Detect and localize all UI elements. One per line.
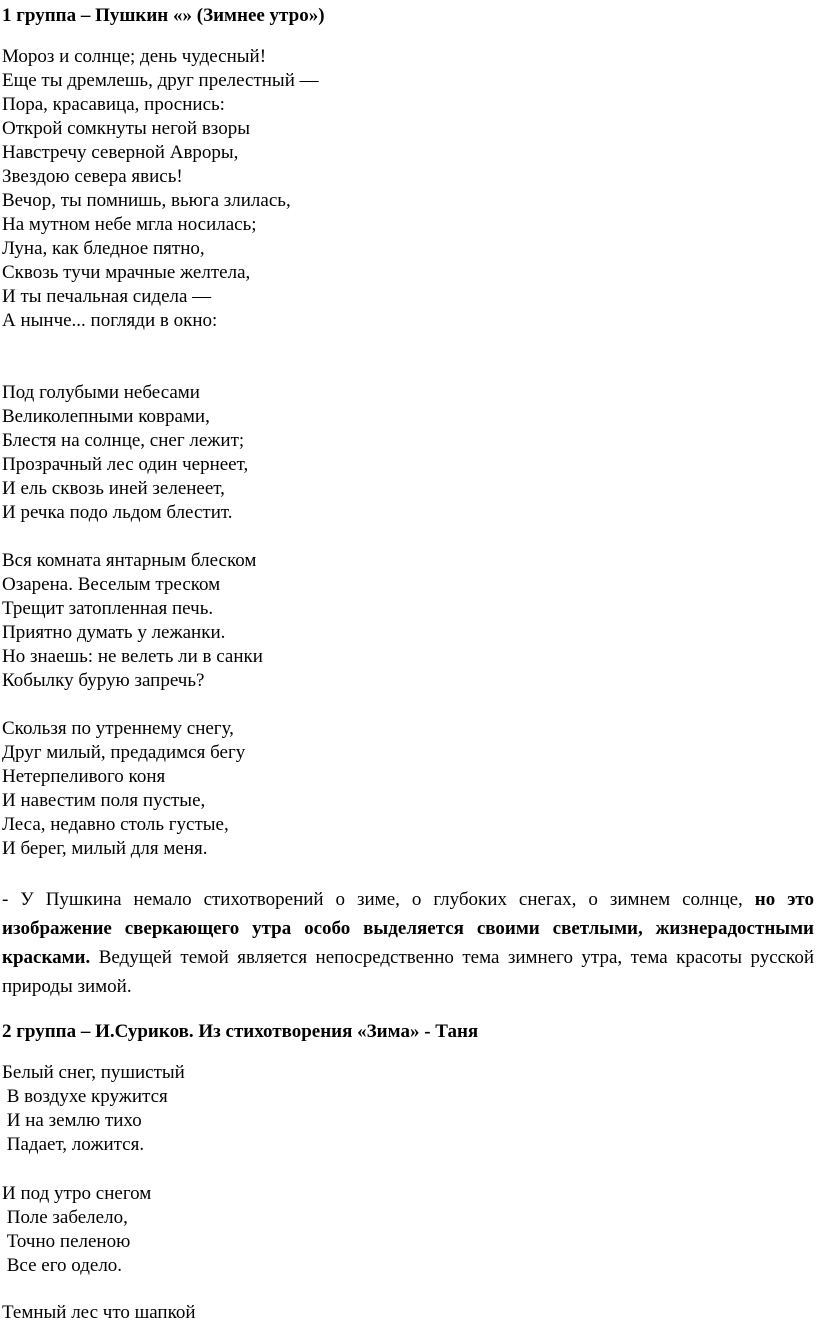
poem-line: Вся комната янтарным блеском — [2, 550, 257, 571]
poem-line: И под утро снегом — [2, 1183, 152, 1204]
poem-line: Точно пеленою — [2, 1231, 131, 1252]
poem-stanza-5 — [2, 717, 245, 861]
poem-line: Скользя по утреннему снегу, — [2, 718, 234, 739]
poem-line: Трещит затопленная печь. — [2, 598, 214, 619]
poem-line: Темный лес что шапкой — [2, 1302, 196, 1323]
poem-line: Вечор, ты помнишь, вьюга злилась, — [2, 190, 291, 211]
poem-line: Но знаешь: не велеть ли в санки — [2, 646, 263, 667]
commentary-text-end: Ведущей темой является непосредственно тема зимнего утра, тема красоты русской природы зимой. — [2, 947, 814, 997]
poem-line: Нетерпеливого коня — [2, 766, 166, 787]
poem-line: Блестя на солнце, снег лежит; — [2, 430, 245, 451]
poem-line: Луна, как бледное пятно, — [2, 238, 205, 259]
poem-stanza-1 — [2, 45, 319, 189]
poem-line: Белый снег, пушистый — [2, 1062, 185, 1083]
poem2-stanza-1 — [2, 1061, 185, 1157]
section-heading-group-2: 2 группа – И.Суриков. Из стихотворения «Зима» - Таня — [2, 1021, 479, 1042]
poem-line: Открой сомкнуты негой взоры — [2, 118, 250, 139]
poem-line: И ель сквозь иней зеленеет, — [2, 478, 225, 499]
poem-line: Все его одело. — [2, 1255, 123, 1276]
commentary-text: - У Пушкина немало стихотворений о зиме, о глубоких снегах, о зимнем солнце, — [2, 889, 755, 910]
poem-line: Под голубыми небесами — [2, 382, 200, 403]
poem-line: И навестим поля пустые, — [2, 790, 206, 811]
poem-line: Поле забелело, — [2, 1207, 128, 1228]
poem-line: Друг милый, предадимся бегу — [2, 742, 246, 763]
poem-line: Пора, красавица, проснись: — [2, 94, 225, 115]
poem-line: Навстречу северной Авроры, — [2, 142, 239, 163]
poem2-stanza-2 — [2, 1182, 151, 1278]
poem-line: Падает, ложится. — [2, 1134, 145, 1155]
poem-line: Великолепными коврами, — [2, 406, 210, 427]
poem-line: Приятно думать у лежанки. — [2, 622, 226, 643]
commentary-paragraph — [2, 885, 814, 1001]
poem-line: Мороз и солнце; день чудесный! — [2, 46, 267, 67]
poem-line: Кобылку бурую запречь? — [2, 670, 205, 691]
poem-stanza-3 — [2, 381, 248, 525]
poem-line: Еще ты дремлешь, друг прелестный — — [2, 70, 319, 91]
section-heading-group-1: 1 группа – Пушкин «» (Зимнее утро») — [2, 5, 325, 26]
poem-line: И на землю тихо — [2, 1110, 142, 1131]
poem-line: В воздухе кружится — [2, 1086, 168, 1107]
poem-line: А нынче... погляди в окно: — [2, 310, 218, 331]
poem-line: На мутном небе мгла носилась; — [2, 214, 257, 235]
poem-line: И речка подо льдом блестит. — [2, 502, 233, 523]
poem-stanza-4 — [2, 549, 263, 693]
poem-line: Озарена. Веселым треском — [2, 574, 221, 595]
poem-line: И берег, милый для меня. — [2, 838, 208, 859]
poem-line: Звездою севера явись! — [2, 166, 183, 187]
poem-line: Сквозь тучи мрачные желтела, — [2, 262, 251, 283]
poem-line: Леса, недавно столь густые, — [2, 814, 229, 835]
poem-line: Прозрачный лес один чернеет, — [2, 454, 249, 475]
poem-line: И ты печальная сидела — — [2, 286, 212, 307]
poem-stanza-2 — [2, 189, 291, 333]
poem2-stanza-3 — [2, 1301, 196, 1325]
commentary-emphasis: но это изображение сверкающего утра особо выделяется своими светлыми, жизнерадостными красками. — [2, 889, 814, 968]
